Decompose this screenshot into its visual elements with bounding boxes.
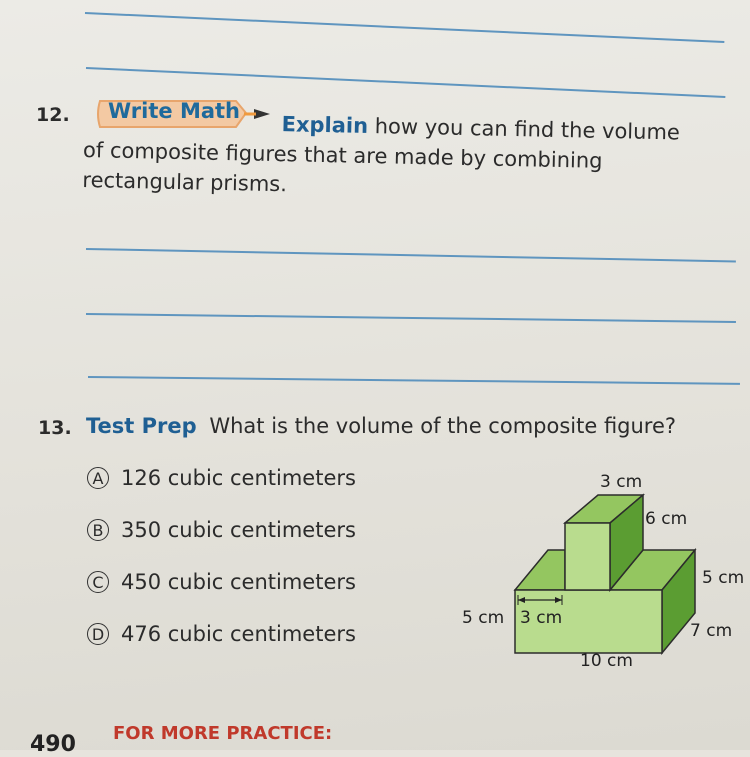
answer-line [86,313,736,323]
choice-b[interactable] [87,518,356,542]
label-top-depth: 6 cm [645,509,688,529]
choice-c[interactable] [87,570,356,594]
label-right-height: 5 cm [702,568,745,588]
choice-a-letter: A [87,467,109,489]
write-math-label: Write Math [108,99,240,123]
choice-b-text: 350 cubic centimeters [121,518,356,542]
choice-c-letter: C [87,571,109,593]
choice-d[interactable] [87,622,356,646]
label-base-length: 10 cm [580,651,633,671]
choice-a[interactable] [87,466,356,490]
composite-figure [440,455,745,685]
choice-a-text: 126 cubic centimeters [121,466,356,490]
answer-line [86,248,736,262]
question-13-text: What is the volume of the composite figure? [209,414,677,438]
explain-keyword: Explain [281,112,369,138]
answer-line [88,376,740,385]
answer-line [86,67,725,98]
question-12-body: how you can find the volume of composite figures that are made by combining rectangular prisms. [82,114,681,197]
label-left-height: 5 cm [462,608,505,628]
choice-b-letter: B [87,519,109,541]
question-13-number: 13. [38,417,72,439]
page-number: 490 [30,732,76,757]
base-top-left [515,550,565,590]
answer-line [85,12,724,43]
label-top-width: 3 cm [600,472,643,492]
choice-c-text: 450 cubic centimeters [121,570,356,594]
more-practice-footer: FOR MORE PRACTICE: [113,723,333,744]
label-inner-width: 3 cm [520,608,563,628]
question-12-text [82,105,704,208]
label-base-depth: 7 cm [690,621,733,641]
question-13-header [86,414,676,438]
choice-d-letter: D [87,623,109,645]
choice-d-text: 476 cubic centimeters [121,622,356,646]
tower-front [565,523,610,590]
question-12-number: 12. [36,104,70,126]
test-prep-keyword: Test Prep [86,414,197,438]
